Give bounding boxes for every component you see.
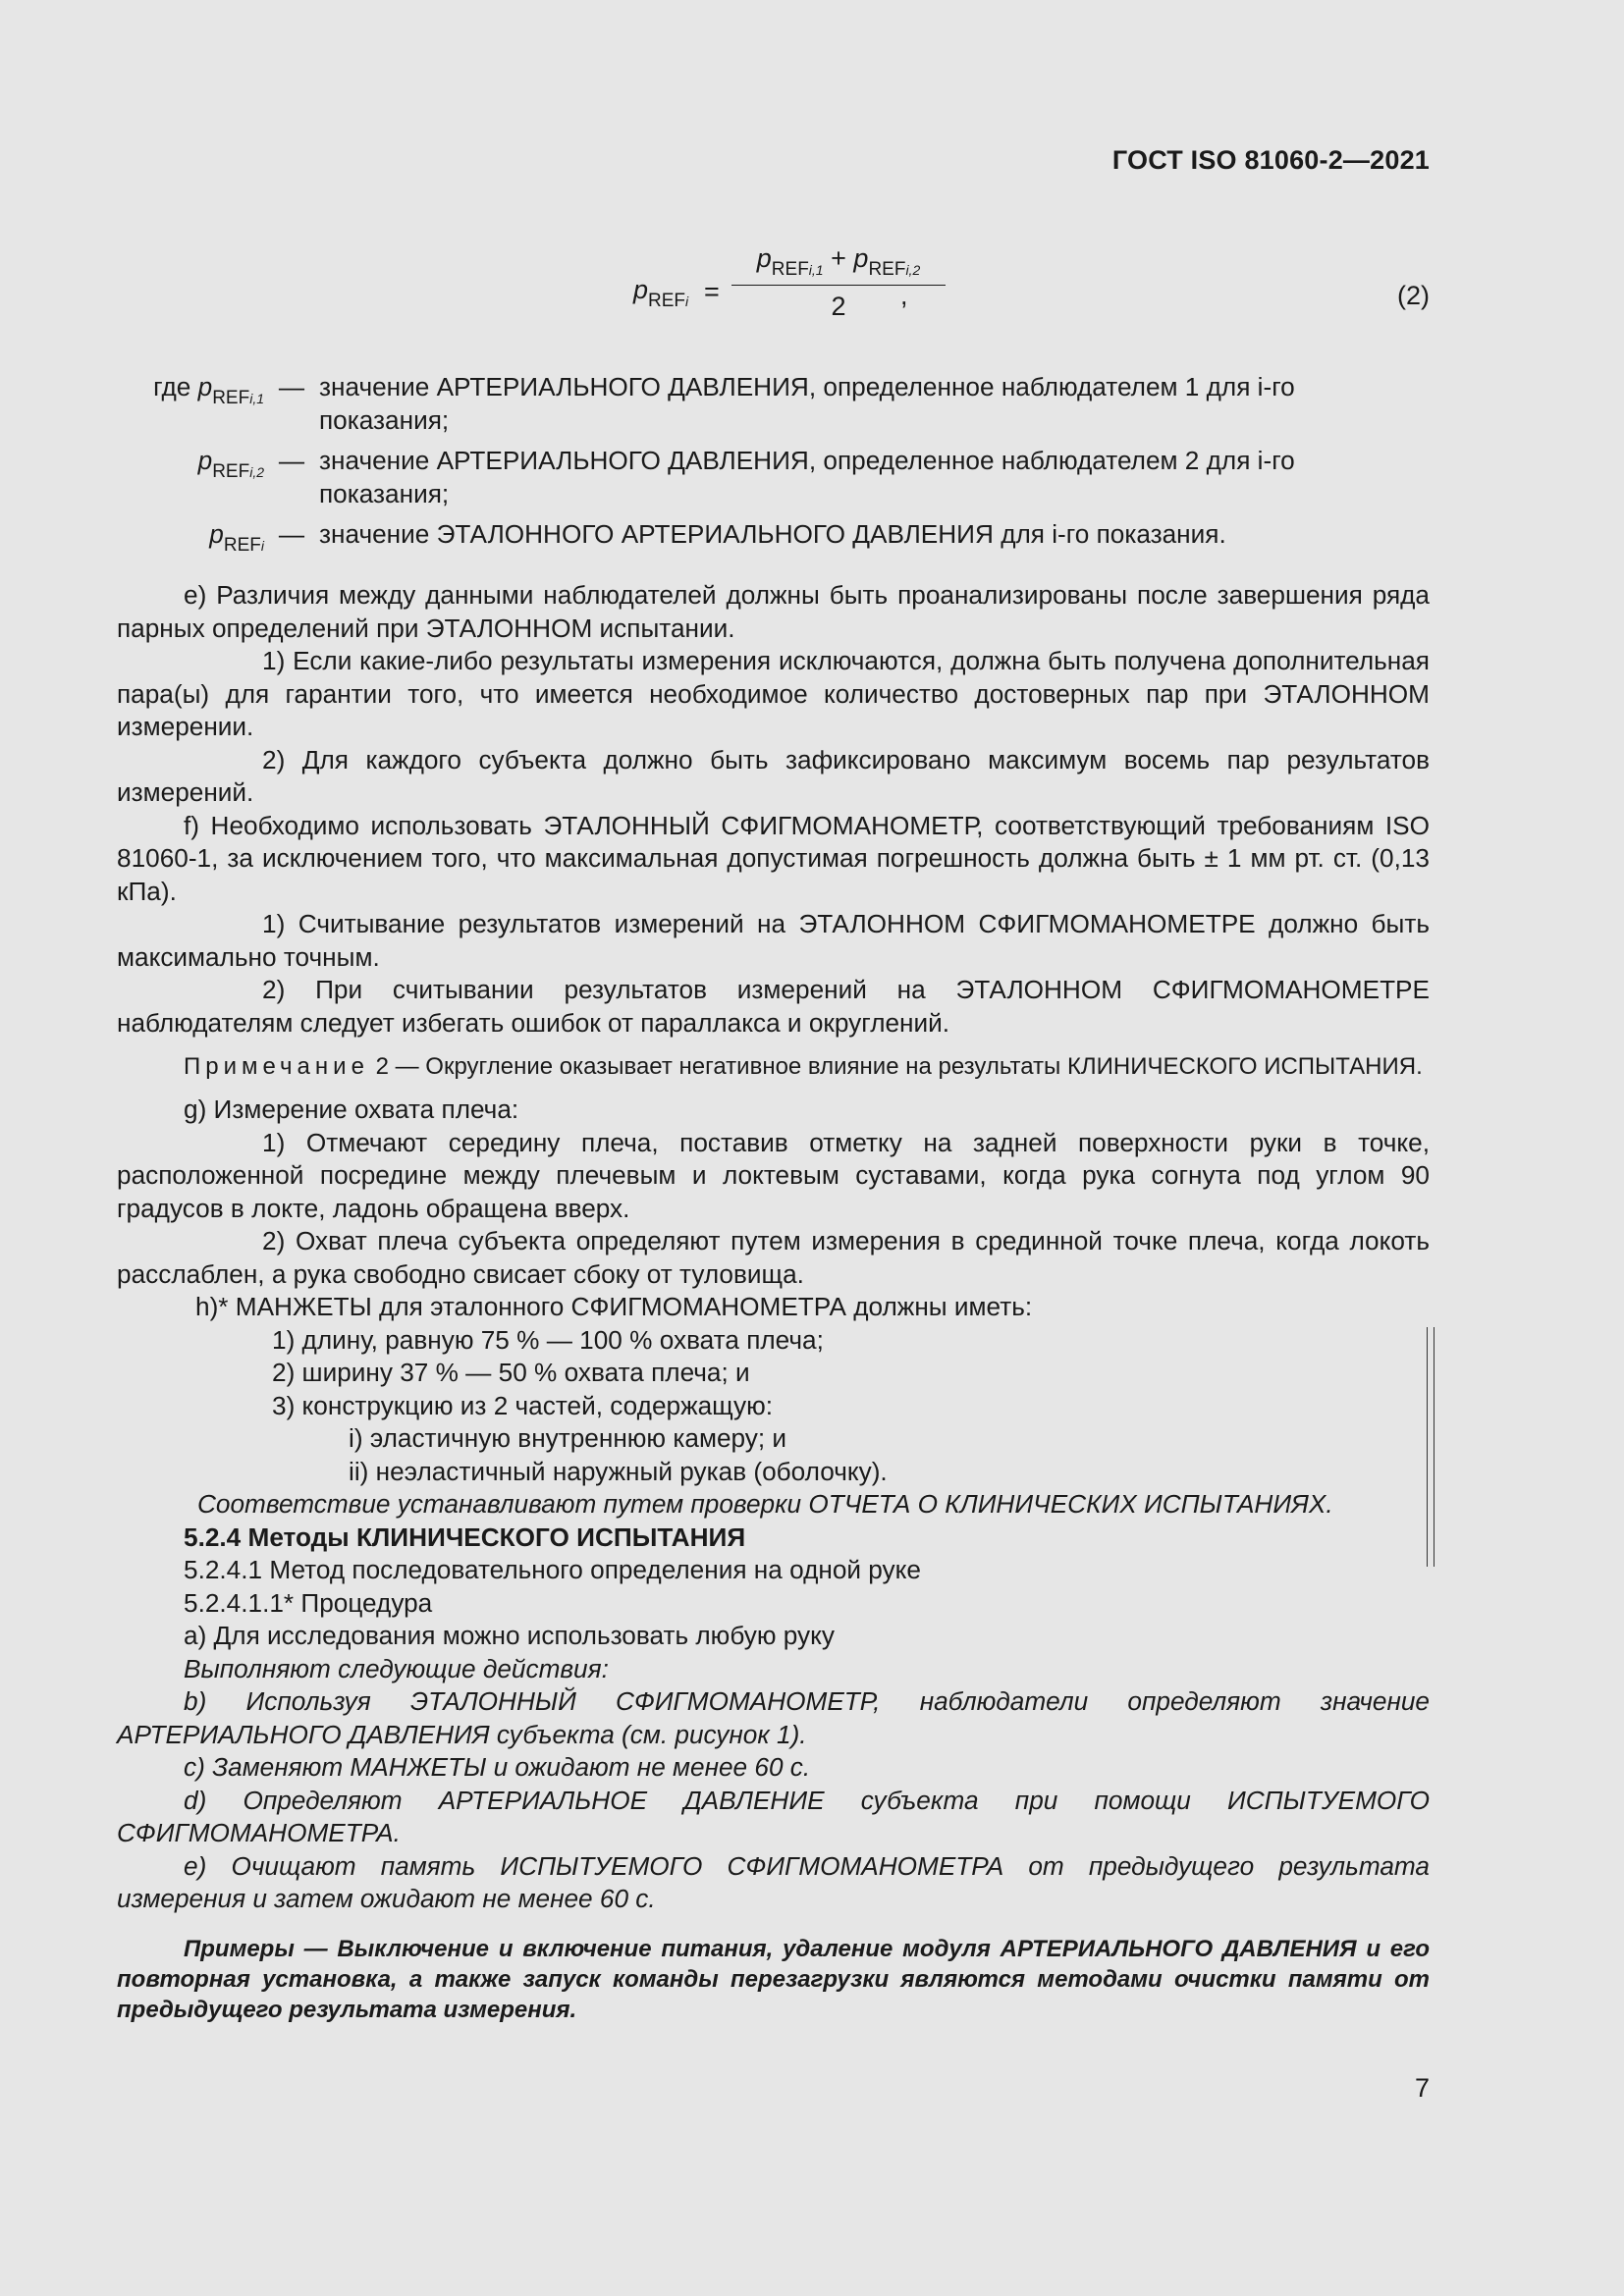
where-sub-index: i,2 bbox=[249, 464, 264, 480]
where-symbol bbox=[117, 371, 264, 416]
formula-fraction bbox=[730, 236, 947, 323]
where-var: p bbox=[197, 372, 213, 401]
where-description: значение ЭТАЛОННОГО АРТЕРИАЛЬНОГО ДАВЛЕНИЯ для i-го показания. bbox=[319, 519, 1226, 549]
formula-plus: + bbox=[831, 243, 846, 273]
where-row bbox=[117, 518, 1430, 556]
where-dash: — bbox=[278, 446, 305, 475]
where-sub: REF bbox=[223, 535, 261, 556]
formula-comma: , bbox=[900, 281, 908, 310]
where-sub-index: i bbox=[260, 538, 264, 554]
paragraph-c: c) Заменяют МАНЖЕТЫ и ожидают не менее 60 с. bbox=[184, 1752, 811, 1782]
paragraph-e1: 1) Если какие-либо результаты измерения исключаются, должна быть получена дополнительная пара(ы) для гарантии того, что имеется необходимое количество достоверных пар при ЭТАЛОННОМ измерении. bbox=[117, 646, 1430, 741]
change-bar-marker bbox=[1427, 1327, 1435, 1567]
where-sub-index: i,1 bbox=[249, 391, 264, 406]
formula-number: (2) bbox=[1397, 281, 1430, 310]
formula-2 bbox=[633, 236, 928, 334]
changed-block-h bbox=[117, 1291, 1430, 1522]
where-description: значение АРТЕРИАЛЬНОГО ДАВЛЕНИЯ, определенное наблюдателем 1 для i-го показания; bbox=[319, 372, 1295, 435]
formula-lhs-var: p bbox=[633, 275, 649, 304]
paragraph-e: e) Различия между данными наблюдателей должны быть проанализированы после завершения ряда парных определений при ЭТАЛОННОМ испытании. bbox=[117, 580, 1430, 643]
formula-num-sub2-index: i,2 bbox=[905, 262, 921, 278]
formula-num-sub1-index: i,1 bbox=[808, 262, 824, 278]
formula-lhs bbox=[633, 275, 688, 312]
where-symbol bbox=[117, 518, 264, 563]
section-5-2-4-1-title: 5.2.4.1 Метод последовательного определения на одной руке bbox=[184, 1555, 921, 1584]
paragraph-e-step: e) Очищают память ИСПЫТУЕМОГО СФИГМОМАНОМЕТРА от предыдущего результата измерения и затем ожидают не менее 60 с. bbox=[117, 1850, 1430, 1913]
where-dash: — bbox=[278, 372, 305, 401]
section-5-2-4-1-1-title: 5.2.4.1.1* Процедура bbox=[184, 1587, 433, 1618]
paragraph-f1: 1) Считывание результатов измерений на ЭТАЛОННОМ СФИГМОМАНОМЕТРЕ должно быть максимально точным. bbox=[117, 909, 1430, 972]
paragraph-d: d) Определяют АРТЕРИАЛЬНОЕ ДАВЛЕНИЕ субъекта при помощи ИСПЫТУЕМОГО СФИГМОМАНОМЕТРА. bbox=[117, 1785, 1430, 1847]
paragraph-h3-ii: ii) неэластичный наружный рукав (оболочку). bbox=[349, 1456, 888, 1486]
where-block bbox=[117, 371, 1430, 560]
formula-numerator bbox=[730, 236, 947, 281]
formula-lhs-sub-index: i bbox=[685, 294, 689, 309]
paragraph-h3: 3) конструкцию из 2 частей, содержащую: bbox=[272, 1390, 774, 1420]
formula-lhs-sub: REF bbox=[648, 291, 686, 311]
paragraph-h2: 2) ширину 37 % — 50 % охвата плеча; и bbox=[272, 1358, 750, 1387]
paragraph-b: b) Используя ЭТАЛОННЫЙ СФИГМОМАНОМЕТР, наблюдатели определяют значение АРТЕРИАЛЬНОГО ДАВЛЕНИЯ субъекта (см. рисунок 1). bbox=[117, 1686, 1430, 1749]
note-label: Примечание bbox=[184, 1053, 369, 1080]
page-number: 7 bbox=[1414, 2073, 1430, 2103]
paragraph-e2: 2) Для каждого субъекта должно быть зафиксировано максимум восемь пар результатов измерений. bbox=[117, 744, 1430, 807]
section-5-2-4-title: 5.2.4 Методы КЛИНИЧЕСКОГО ИСПЫТАНИЯ bbox=[184, 1522, 746, 1552]
examples-note: Примеры — Выключение и включение питания, удаление модуля АРТЕРИАЛЬНОГО ДАВЛЕНИЯ и его повторная установка, а также запуск команды перезагрузки являются методами очистки памяти от предыдущего результата измерения. bbox=[117, 1935, 1430, 2023]
formula-num-sub2: REF bbox=[868, 259, 906, 280]
formula-equals: = bbox=[704, 277, 720, 306]
paragraph-h3-i: i) эластичную внутреннюю камеру; и bbox=[349, 1423, 787, 1453]
paragraph-h-conformance: Соответствие устанавливают путем проверки ОТЧЕТА О КЛИНИЧЕСКИХ ИСПЫТАНИЯХ. bbox=[197, 1489, 1333, 1519]
paragraph-f2: 2) При считывании результатов измерений на ЭТАЛОННОМ СФИГМОМАНОМЕТРЕ наблюдателям следует избегать ошибок от параллакса и округлений. bbox=[117, 975, 1430, 1038]
note-text: 2 — Округление оказывает негативное влияние на результаты КЛИНИЧЕСКОГО ИСПЫТАНИЯ. bbox=[368, 1053, 1423, 1080]
main-body bbox=[117, 579, 1430, 2025]
formula-num-var1: p bbox=[756, 243, 772, 273]
where-var: p bbox=[197, 446, 213, 475]
paragraph-h: h)* МАНЖЕТЫ для эталонного СФИГМОМАНОМЕТРА должны иметь: bbox=[195, 1292, 1033, 1321]
where-var: p bbox=[209, 519, 224, 549]
where-dash: — bbox=[278, 519, 305, 549]
paragraph-g2: 2) Охват плеча субъекта определяют путем измерения в срединной точке плеча, когда локоть расслаблен, а рука свободно свисает сбоку от туловища. bbox=[117, 1226, 1430, 1289]
paragraph-f: f) Необходимо использовать ЭТАЛОННЫЙ СФИГМОМАНОМЕТР, соответствующий требованиям ISO 81060-1, за исключением того, что максимальная допустимая погрешность должна быть ± 1 мм рт. ст. (0,13 кПа). bbox=[117, 810, 1430, 906]
fraction-bar bbox=[731, 285, 946, 286]
where-sub: REF bbox=[212, 388, 250, 408]
where-sub: REF bbox=[212, 461, 250, 482]
where-row bbox=[117, 371, 1430, 437]
document-id-header: ГОСТ ISO 81060-2—2021 bbox=[1111, 145, 1430, 175]
where-row bbox=[117, 445, 1430, 510]
where-description: значение АРТЕРИАЛЬНОГО ДАВЛЕНИЯ, определенное наблюдателем 2 для i-го показания; bbox=[319, 446, 1295, 508]
paragraph-g: g) Измерение охвата плеча: bbox=[184, 1095, 519, 1124]
paragraph-a: a) Для исследования можно использовать любую руку bbox=[184, 1621, 835, 1650]
note-2 bbox=[117, 1051, 1430, 1082]
paragraph-g1: 1) Отмечают середину плеча, поставив отметку на задней поверхности руки в точке, расположенной посредине между плечевым и локтевым суставами, когда рука согнута под углом 90 градусов в локте, ладонь обращена вверх. bbox=[117, 1127, 1430, 1223]
paragraph-h1: 1) длину, равную 75 % — 100 % охвата плеча; bbox=[272, 1324, 824, 1355]
formula-num-var2: p bbox=[853, 243, 869, 273]
formula-num-sub1: REF bbox=[771, 259, 809, 280]
where-lead: где bbox=[153, 372, 191, 401]
where-symbol bbox=[117, 445, 264, 490]
formula-denominator: 2 bbox=[831, 292, 846, 321]
steps-lead: Выполняют следующие действия: bbox=[184, 1653, 609, 1683]
